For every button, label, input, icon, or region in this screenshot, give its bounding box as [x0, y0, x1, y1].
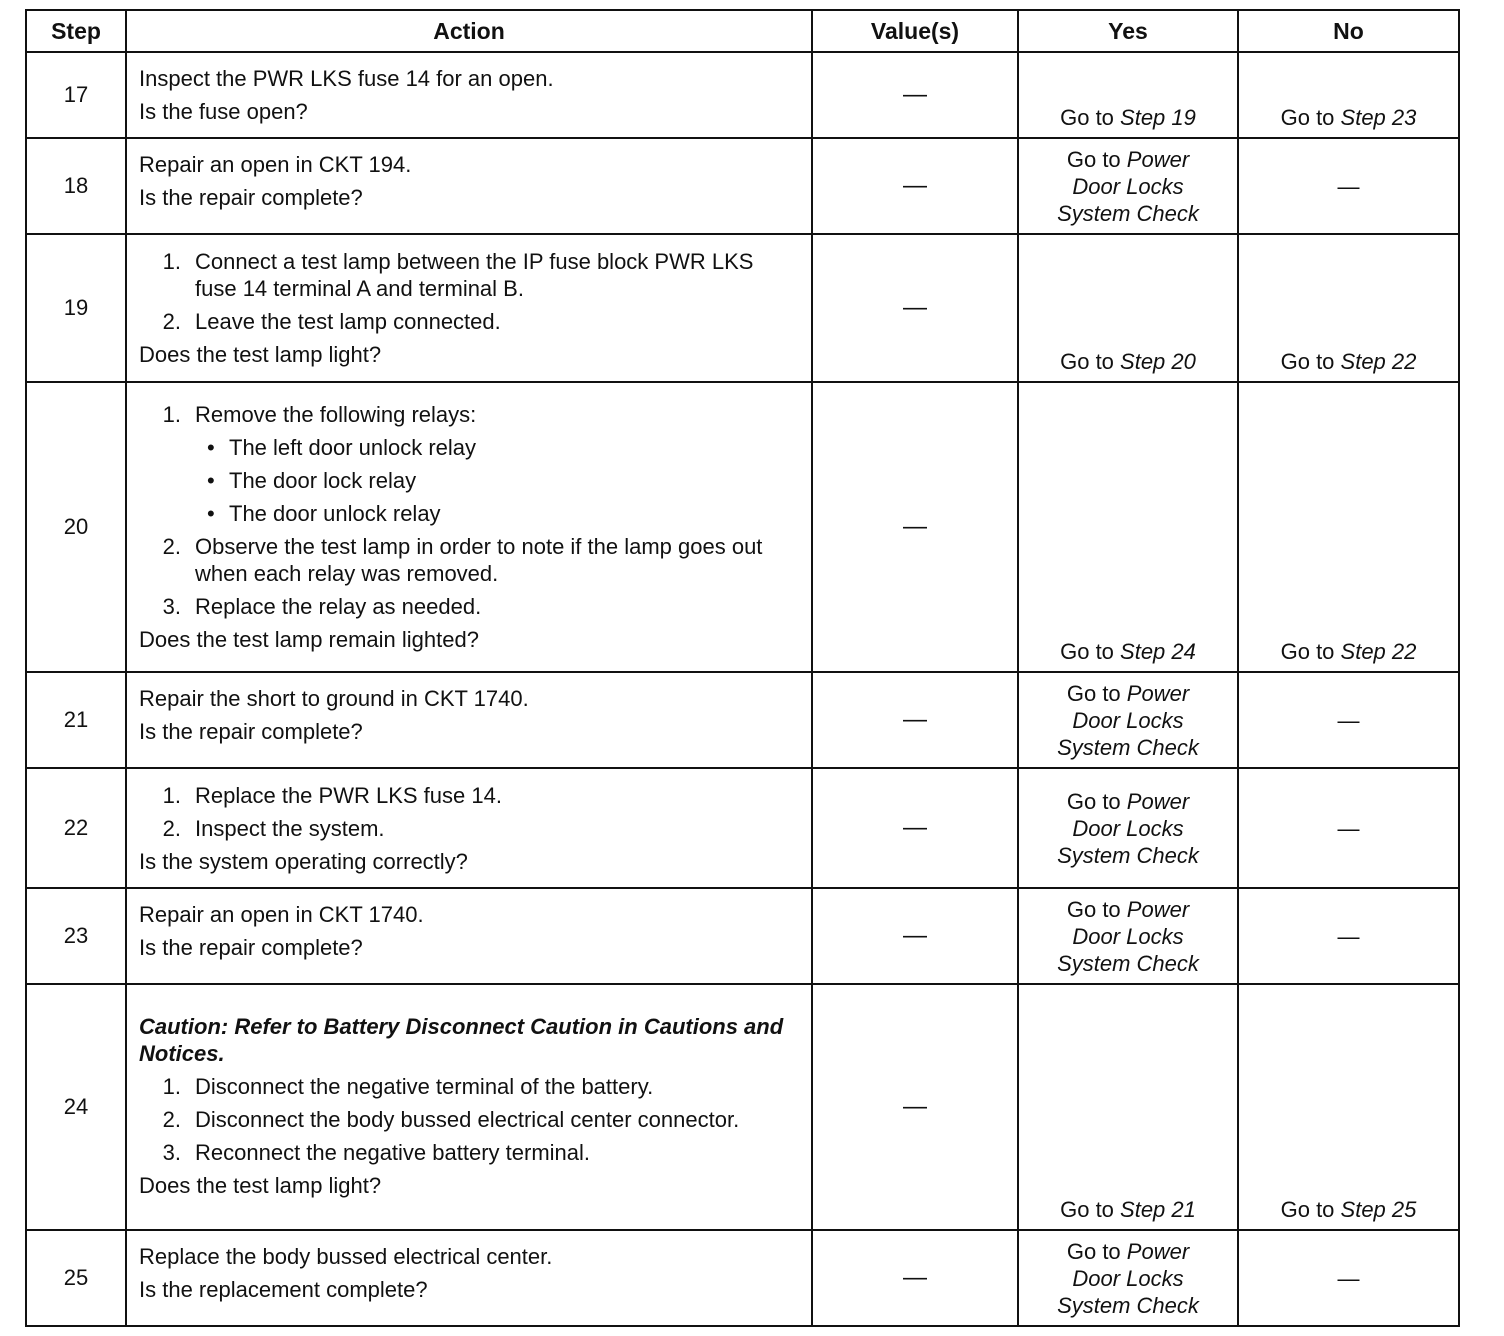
yes-target: Step 20 [1120, 349, 1196, 374]
bullet-text: The door lock relay [229, 468, 417, 493]
action-cell [126, 672, 812, 768]
power-text: Power [1126, 680, 1190, 706]
table-row-step-22 [26, 768, 1459, 888]
bullet-glyph: • [207, 501, 215, 526]
header-yes: Yes [1018, 10, 1238, 52]
step-number: 19 [26, 234, 126, 382]
yes-target: Step 24 [1120, 639, 1196, 664]
bullet-text: The left door unlock relay [229, 435, 477, 460]
numbered-item [159, 401, 799, 428]
action-cell [126, 382, 812, 672]
yes-cell [1018, 138, 1238, 234]
power-text: Power [1126, 896, 1190, 922]
goto-label: Go to [1066, 1238, 1127, 1264]
power-text: Power [1126, 788, 1190, 814]
door-locks-text: Door Locks [1072, 707, 1184, 733]
item-number: 1. [162, 1074, 181, 1099]
system-check-text: System Check [1057, 1292, 1199, 1318]
no-cell [1238, 234, 1459, 382]
system-check-text: System Check [1057, 842, 1199, 868]
action-question: Is the fuse open? [139, 99, 308, 124]
action-cell [126, 138, 812, 234]
item-text: Disconnect the body bussed electrical center connector. [195, 1107, 740, 1132]
goto-label: Go to [1280, 349, 1341, 374]
item-number: 1. [162, 402, 181, 427]
table-row-step-25 [26, 1230, 1459, 1326]
goto-label: Go to [1280, 105, 1341, 130]
value-cell: — [812, 888, 1018, 984]
action-cell [126, 888, 812, 984]
value-cell: — [812, 52, 1018, 138]
numbered-item [159, 248, 799, 302]
bullet-item [207, 500, 799, 527]
goto-label: Go to [1066, 680, 1127, 706]
action-question: Does the test lamp light? [139, 342, 382, 367]
numbered-item [159, 1073, 799, 1100]
numbered-item [159, 815, 799, 842]
bullet-glyph: • [207, 435, 215, 460]
header-no: No [1238, 10, 1459, 52]
value-cell: — [812, 234, 1018, 382]
numbered-item [159, 1106, 799, 1133]
value-cell: — [812, 1230, 1018, 1326]
goto-label: Go to [1280, 639, 1341, 664]
no-cell [1238, 382, 1459, 672]
item-text: Reconnect the negative battery terminal. [195, 1140, 591, 1165]
item-number: 3. [162, 1140, 181, 1165]
diagnostic-table [25, 9, 1460, 1327]
door-locks-text: Door Locks [1072, 815, 1184, 841]
item-number: 2. [162, 815, 181, 841]
table-row-step-21 [26, 672, 1459, 768]
step-number: 20 [26, 382, 126, 672]
step-number: 22 [26, 768, 126, 888]
power-text: Power [1126, 146, 1190, 172]
no-cell: — [1238, 888, 1459, 984]
action-line: Repair an open in CKT 1740. [139, 902, 424, 927]
yes-cell [1018, 382, 1238, 672]
no-target: Step 22 [1340, 639, 1417, 664]
table-row-step-23 [26, 888, 1459, 984]
step-number: 25 [26, 1230, 126, 1326]
table-row-step-18 [26, 138, 1459, 234]
bullet-item [207, 467, 799, 494]
value-cell: — [812, 382, 1018, 672]
table-row-step-20 [26, 382, 1459, 672]
yes-target: Step 21 [1120, 1197, 1196, 1222]
goto-label: Go to [1280, 1197, 1341, 1222]
action-question: Is the repair complete? [139, 935, 363, 960]
door-locks-text: Door Locks [1072, 923, 1184, 949]
action-line: Inspect the PWR LKS fuse 14 for an open. [139, 66, 554, 91]
step-number: 24 [26, 984, 126, 1230]
table-row-step-17 [26, 52, 1459, 138]
yes-cell [1018, 672, 1238, 768]
item-text: Leave the test lamp connected. [195, 309, 501, 334]
numbered-item [159, 782, 799, 809]
yes-cell [1018, 768, 1238, 888]
numbered-item [159, 593, 799, 620]
item-number: 2. [162, 1107, 181, 1132]
action-cell [126, 768, 812, 888]
goto-label: Go to [1066, 146, 1127, 172]
action-line: Replace the body bussed electrical center. [139, 1244, 553, 1269]
no-cell: — [1238, 672, 1459, 768]
yes-cell [1018, 234, 1238, 382]
item-text: Replace the relay as needed. [195, 594, 482, 619]
yes-cell [1018, 984, 1238, 1230]
goto-label: Go to [1066, 896, 1127, 922]
no-target: Step 25 [1340, 1197, 1417, 1222]
door-locks-text: Door Locks [1072, 1265, 1184, 1291]
numbered-item [159, 308, 799, 335]
header-values: Value(s) [812, 10, 1018, 52]
step-number: 23 [26, 888, 126, 984]
table-row-step-19 [26, 234, 1459, 382]
system-check-text: System Check [1057, 950, 1199, 976]
bullet-item [207, 434, 799, 461]
header-row [26, 10, 1459, 52]
goto-label: Go to [1060, 1197, 1121, 1222]
item-number: 2. [162, 309, 181, 334]
goto-label: Go to [1060, 105, 1121, 130]
value-cell: — [812, 984, 1018, 1230]
item-text: Connect a test lamp between the IP fuse block PWR LKS fuse 14 terminal A and terminal B. [195, 249, 754, 301]
goto-label: Go to [1066, 788, 1127, 814]
action-question: Is the repair complete? [139, 185, 363, 210]
yes-cell [1018, 888, 1238, 984]
action-question: Is the repair complete? [139, 719, 363, 744]
header-step: Step [26, 10, 126, 52]
action-cell [126, 984, 812, 1230]
item-text: Observe the test lamp in order to note if the lamp goes out when each relay was removed. [195, 534, 763, 586]
step-number: 21 [26, 672, 126, 768]
numbered-item [159, 533, 799, 587]
no-target: Step 22 [1340, 349, 1417, 374]
item-text: Disconnect the negative terminal of the battery. [195, 1074, 654, 1099]
action-line: Repair the short to ground in CKT 1740. [139, 686, 529, 711]
action-cell [126, 234, 812, 382]
caution-text: Caution: Refer to Battery Disconnect Caution in Cautions and Notices. [139, 1014, 784, 1066]
bullet-glyph: • [207, 468, 215, 493]
item-number: 1. [162, 782, 181, 808]
yes-cell [1018, 1230, 1238, 1326]
yes-target: Step 19 [1120, 105, 1196, 130]
door-locks-text: Door Locks [1072, 173, 1184, 199]
action-question: Is the system operating correctly? [139, 848, 468, 874]
action-question: Does the test lamp remain lighted? [139, 627, 479, 652]
step-number: 17 [26, 52, 126, 138]
step-number: 18 [26, 138, 126, 234]
item-number: 1. [162, 249, 181, 274]
no-cell [1238, 984, 1459, 1230]
item-number: 3. [162, 594, 181, 619]
action-cell [126, 1230, 812, 1326]
value-cell: — [812, 672, 1018, 768]
no-cell [1238, 52, 1459, 138]
system-check-text: System Check [1057, 734, 1199, 760]
no-cell: — [1238, 768, 1459, 888]
no-target: Step 23 [1340, 105, 1417, 130]
goto-label: Go to [1060, 349, 1121, 374]
item-text: Remove the following relays: [195, 402, 477, 427]
action-line: Repair an open in CKT 194. [139, 152, 412, 177]
action-question: Is the replacement complete? [139, 1277, 428, 1302]
action-question: Does the test lamp light? [139, 1173, 382, 1198]
value-cell: — [812, 768, 1018, 888]
no-cell: — [1238, 138, 1459, 234]
bullet-text: The door unlock relay [229, 501, 441, 526]
action-cell [126, 52, 812, 138]
value-cell: — [812, 138, 1018, 234]
header-action: Action [126, 10, 812, 52]
item-text: Inspect the system. [195, 815, 385, 841]
no-cell: — [1238, 1230, 1459, 1326]
numbered-item [159, 1139, 799, 1166]
item-number: 2. [162, 534, 181, 559]
goto-label: Go to [1060, 639, 1121, 664]
system-check-text: System Check [1057, 200, 1199, 226]
power-text: Power [1126, 1238, 1190, 1264]
yes-cell [1018, 52, 1238, 138]
item-text: Replace the PWR LKS fuse 14. [195, 782, 502, 808]
table-row-step-24 [26, 984, 1459, 1230]
